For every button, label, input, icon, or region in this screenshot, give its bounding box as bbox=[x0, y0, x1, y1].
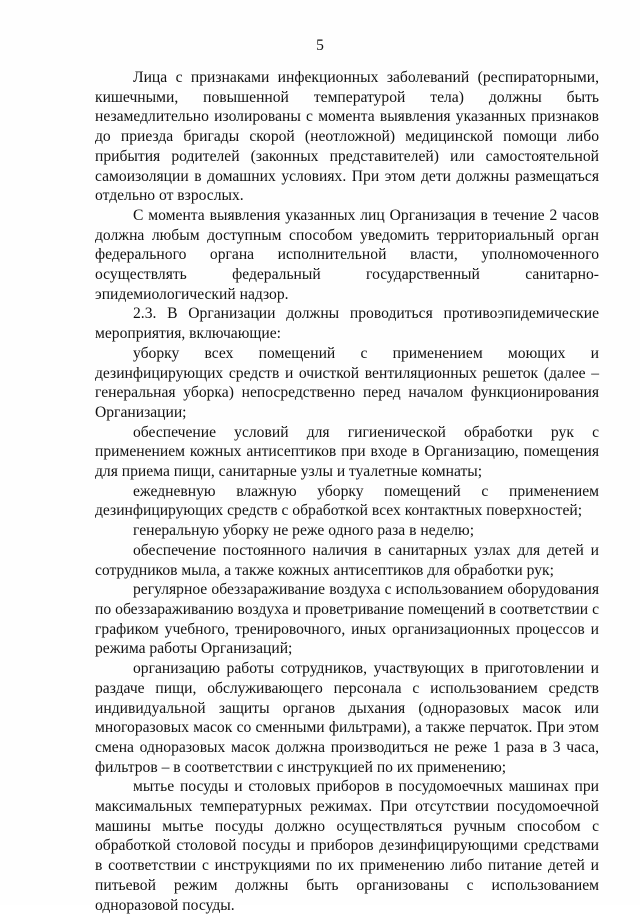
list-item-hand-hygiene: обеспечение условий для гигиенической обработки рук с применением кожных антисептиков при входе в Организацию, помещения для приема пищи, санитарные узлы и туалетные комнаты; bbox=[95, 423, 599, 481]
list-item-general-cleaning: уборку всех помещений с применением моющих и дезинфицирующих средств и очисткой вентиляционных решеток (далее – генеральная уборка) непосредственно перед началом функционирования Организации; bbox=[95, 344, 599, 421]
paragraph-section-2-3: 2.3. В Организации должны проводиться противоэпидемические мероприятия, включающие: bbox=[95, 305, 599, 343]
list-item-staff-protection: организацию работы сотрудников, участвующих в приготовлении и раздаче пищи, обслуживающего персонала с использованием средств индивидуальной защиты органов дыхания (одноразовых масок или многоразовых масок со сменными фильтрами), а также перчаток. При этом смена одноразовых масок должна производиться не реже 1 раза в 3 часа, фильтров – в соответствии с инструкцией по их применению; bbox=[95, 660, 599, 776]
paragraph-notification: С момента выявления указанных лиц Организация в течение 2 часов должна любым доступным способом уведомить территориальный орган федерального органа исполнительной власти, уполномоченного осуществлять федеральный государственный санитарно-эпидемиологический надзор. bbox=[95, 206, 599, 303]
list-item-weekly-cleaning: генеральную уборку не реже одного раза в неделю; bbox=[133, 522, 475, 540]
list-item-air-disinfection: регулярное обеззараживание воздуха с использованием оборудования по обеззараживанию воздуха и проветривание помещений в соответствии с графиком учебного, тренировочного, иных организационных процессов и режима работы Организаций; bbox=[95, 581, 599, 658]
page-number: 5 bbox=[316, 37, 324, 54]
document-body bbox=[95, 68, 599, 915]
list-item-dishwashing: мытье посуды и столовых приборов в посудомоечных машинах при максимальных температурных режимах. При отсутствии посудомоечной машины мытье посуды должно осуществляться ручным способом с обработкой столовой посуды и приборов дезинфицирующими средствами в соответствии с инструкциями по их применению либо питание детей и питьевой режим должны быть организованы с использованием одноразовой посуды. bbox=[95, 778, 599, 914]
list-item-soap-supply: обеспечение постоянного наличия в санитарных узлах для детей и сотрудников мыла, а также кожных антисептиков для обработки рук; bbox=[95, 541, 599, 579]
list-item-daily-cleaning: ежедневную влажную уборку помещений с применением дезинфицирующих средств с обработкой всех контактных поверхностей; bbox=[95, 482, 599, 520]
paragraph-isolation: Лица с признаками инфекционных заболеваний (респираторными, кишечными, повышенной температурой тела) должны быть незамедлительно изолированы с момента выявления указанных признаков до приезда бригады скорой (неотложной) медицинской помощи либо прибытия родителей (законных представителей) или самостоятельной самоизоляции в домашних условиях. При этом дети должны размещаться отдельно от взрослых. bbox=[95, 69, 599, 205]
